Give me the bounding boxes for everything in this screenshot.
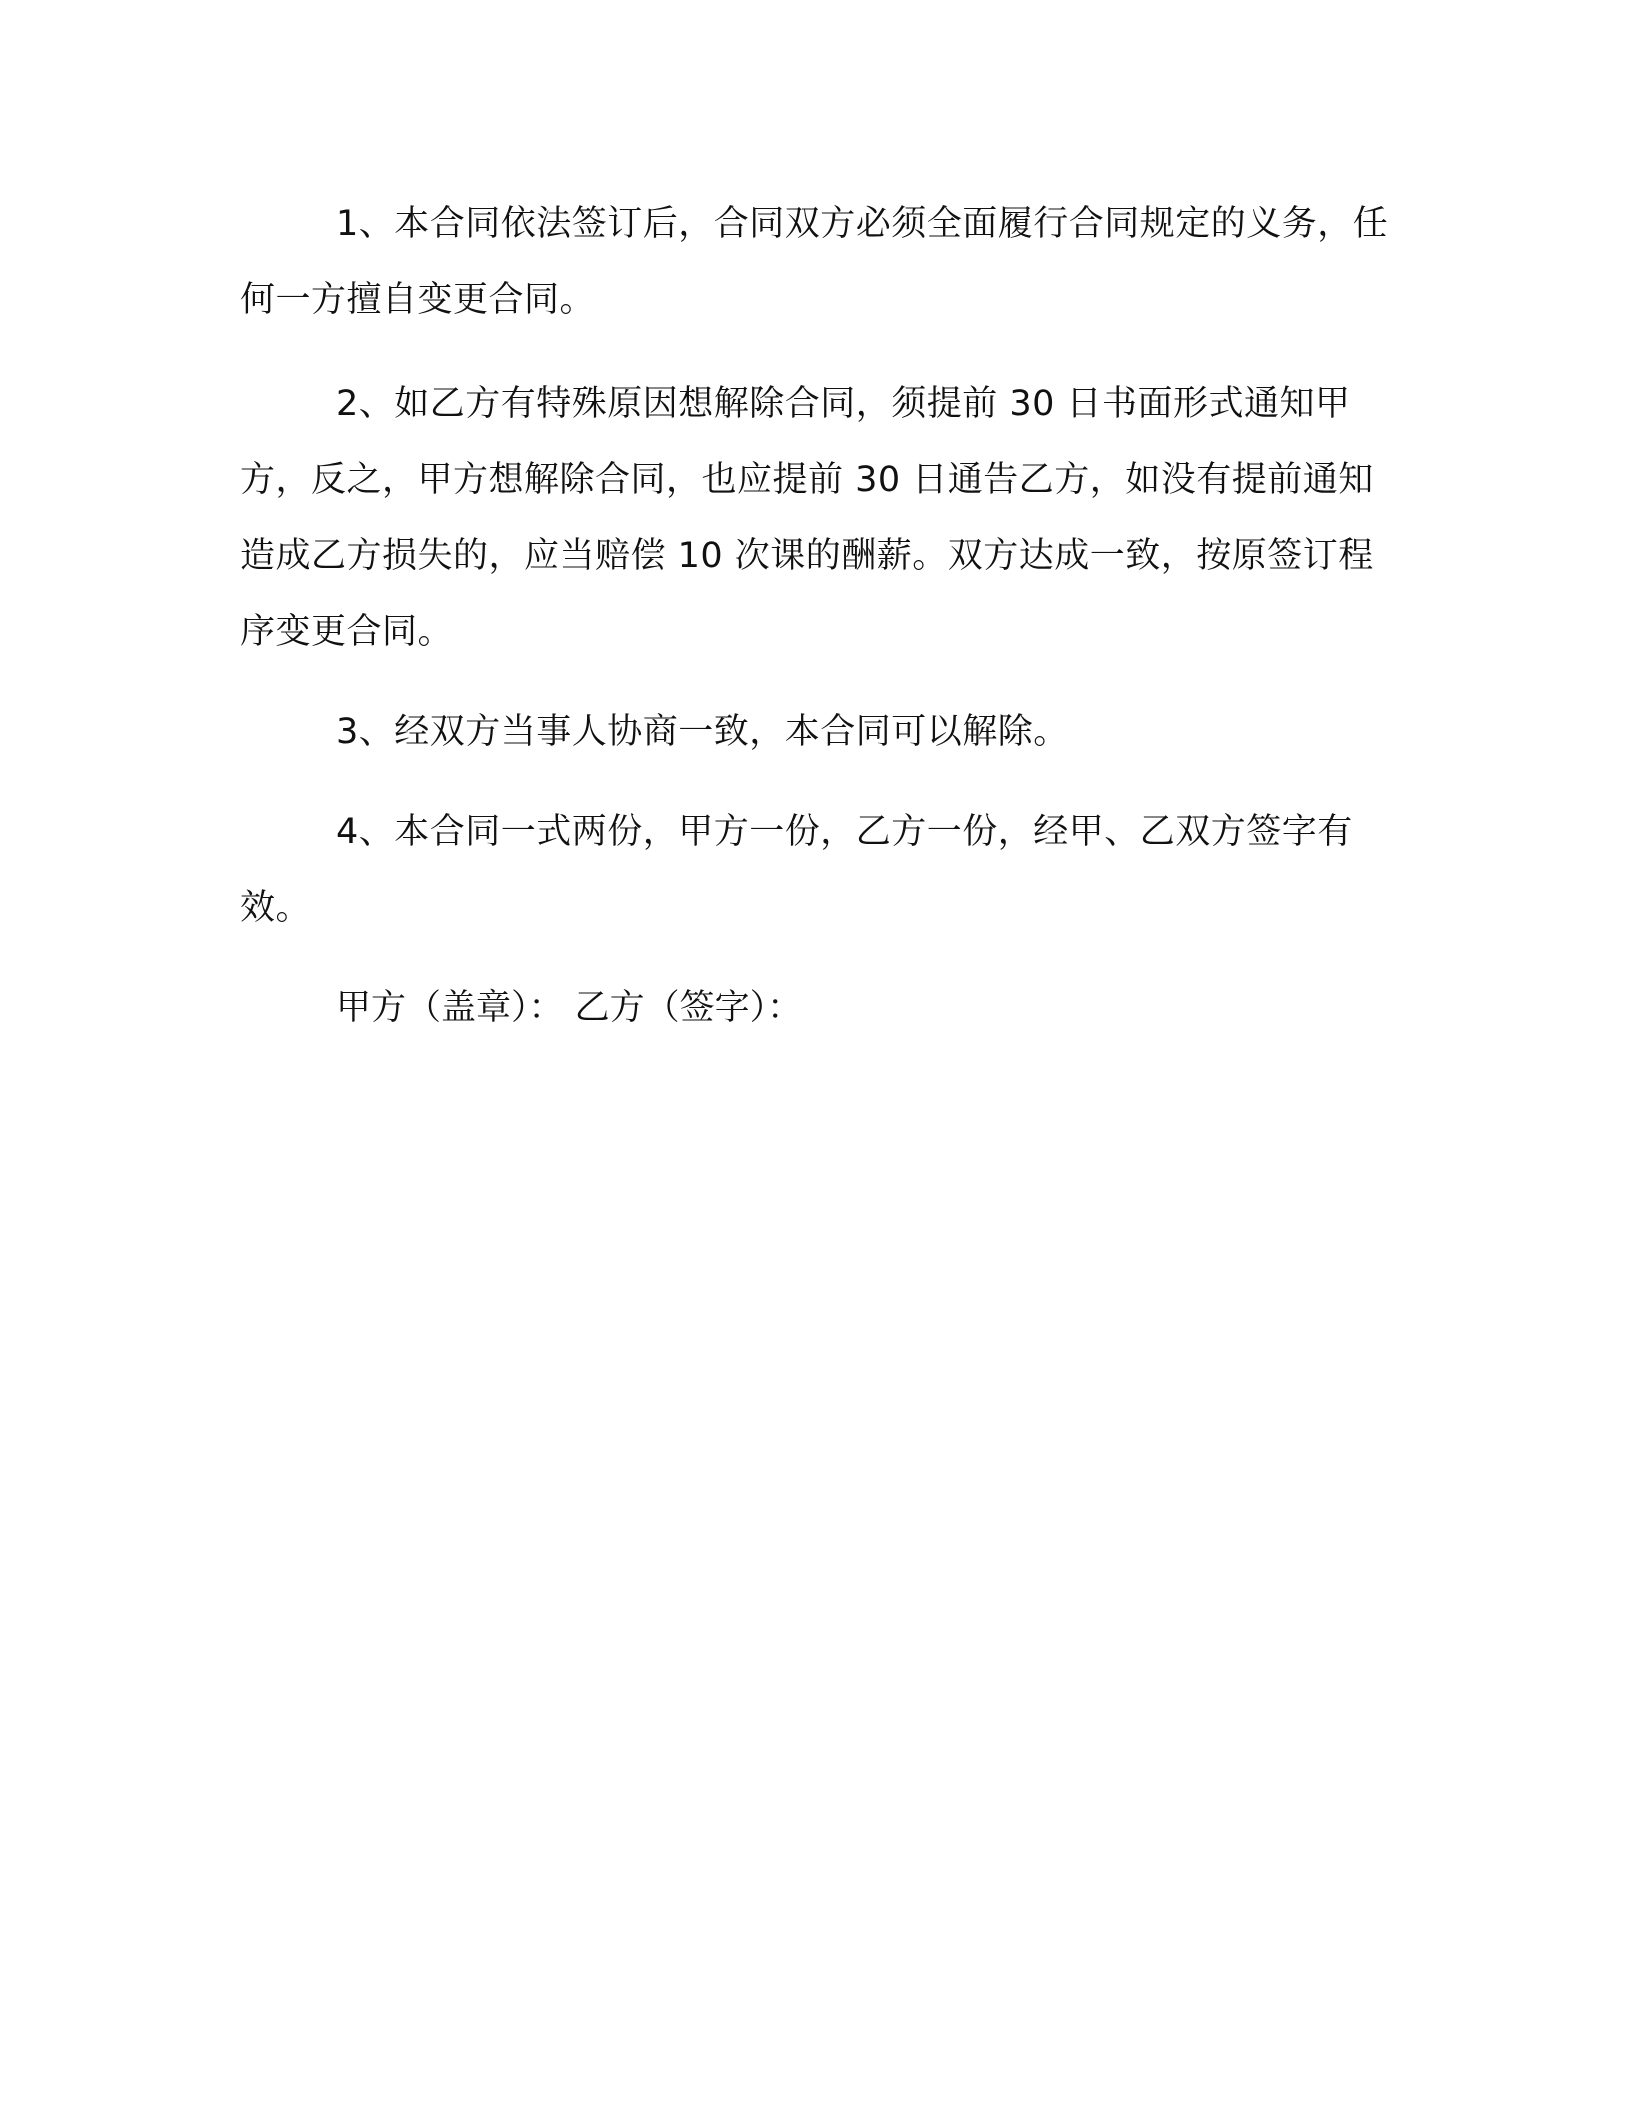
signature-line — [240, 970, 1392, 1046]
clause-4: 4、本合同一式两份，甲方一份，乙方一份，经甲、乙双方签字有效。 — [240, 812, 1353, 928]
clause-2: 2、如乙方有特殊原因想解除合同，须提前 30 日书面形式通知甲方，反之，甲方想解除合同，也应提前 30 日通告乙方，如没有提前通知造成乙方损失的，应当赔偿 10 次课的酬薪。双方达成一致，按原签订程序变更合同。 — [240, 384, 1374, 652]
document-content — [240, 186, 1392, 1046]
clause-3: 3、经双方当事人协商一致，本合同可以解除。 — [336, 712, 1069, 752]
clause-1: 1、本合同依法签订后，合同双方必须全面履行合同规定的义务，任何一方擅自变更合同。 — [240, 204, 1389, 320]
party-b-signature-label: 乙方（签字）： — [574, 988, 803, 1028]
party-a-signature-label: 甲方（盖章）： — [336, 988, 564, 1028]
